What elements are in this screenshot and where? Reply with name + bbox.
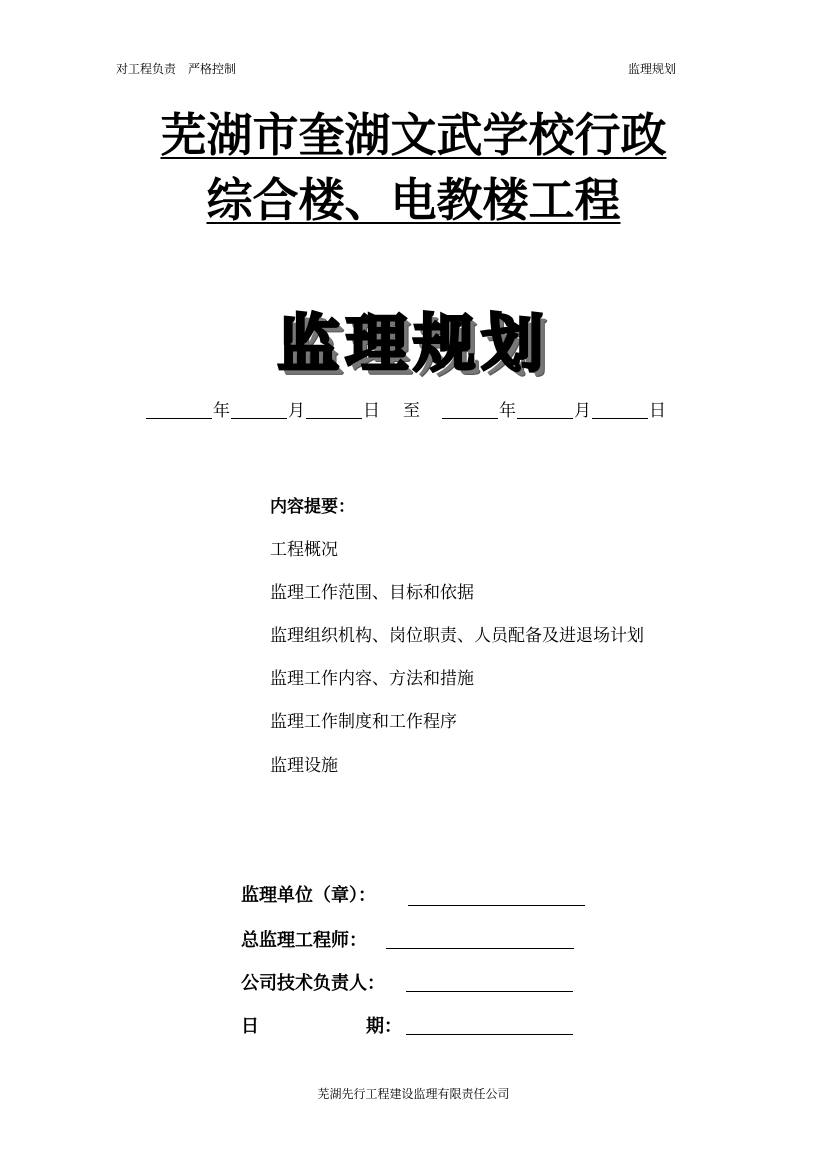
project-title-line-1: 芜湖市奎湖文武学校行政	[160, 108, 667, 162]
header-motto: 对工程负责 严格控制	[116, 62, 237, 76]
supervision-unit-label: 监理单位（章）：	[241, 885, 376, 906]
tech-lead-label: 公司技术负责人：	[241, 973, 385, 994]
project-title-line-2: 综合楼、电教楼工程	[206, 173, 621, 227]
chief-engineer-label: 总监理工程师：	[241, 930, 367, 951]
date-label-right: 期：	[366, 1016, 402, 1037]
end-day-blank	[592, 400, 648, 419]
contents-item: 监理工作制度和工作程序	[270, 712, 457, 732]
start-month-label: 月	[288, 401, 305, 421]
document-title: 监理规划	[277, 307, 550, 380]
header-doc-name: 监理规划	[628, 62, 677, 76]
end-year-blank	[442, 400, 498, 419]
start-day-blank	[306, 400, 362, 419]
tech-lead-line	[406, 991, 573, 992]
end-month-label: 月	[574, 401, 591, 421]
start-month-blank	[231, 400, 287, 419]
contents-item: 监理设施	[270, 756, 338, 776]
chief-engineer-line	[386, 948, 574, 949]
contents-item: 监理工作内容、方法和措施	[270, 669, 474, 689]
date-line	[406, 1034, 573, 1035]
end-year-label: 年	[499, 401, 516, 421]
end-month-blank	[517, 400, 573, 419]
date-range-line	[146, 400, 667, 422]
end-day-label: 日	[649, 401, 666, 421]
contents-heading: 内容提要：	[270, 497, 355, 517]
start-year-blank	[146, 400, 212, 419]
contents-item: 监理工作范围、目标和依据	[270, 583, 474, 603]
contents-item: 监理组织机构、岗位职责、人员配备及进退场计划	[270, 626, 644, 646]
supervision-unit-line	[408, 905, 585, 906]
date-label-left: 日	[241, 1016, 259, 1037]
date-to-label: 至	[403, 401, 420, 421]
start-day-label: 日	[363, 401, 380, 421]
contents-item: 工程概况	[270, 540, 338, 560]
footer-company: 芜湖先行工程建设监理有限责任公司	[317, 1087, 510, 1101]
start-year-label: 年	[213, 401, 230, 421]
